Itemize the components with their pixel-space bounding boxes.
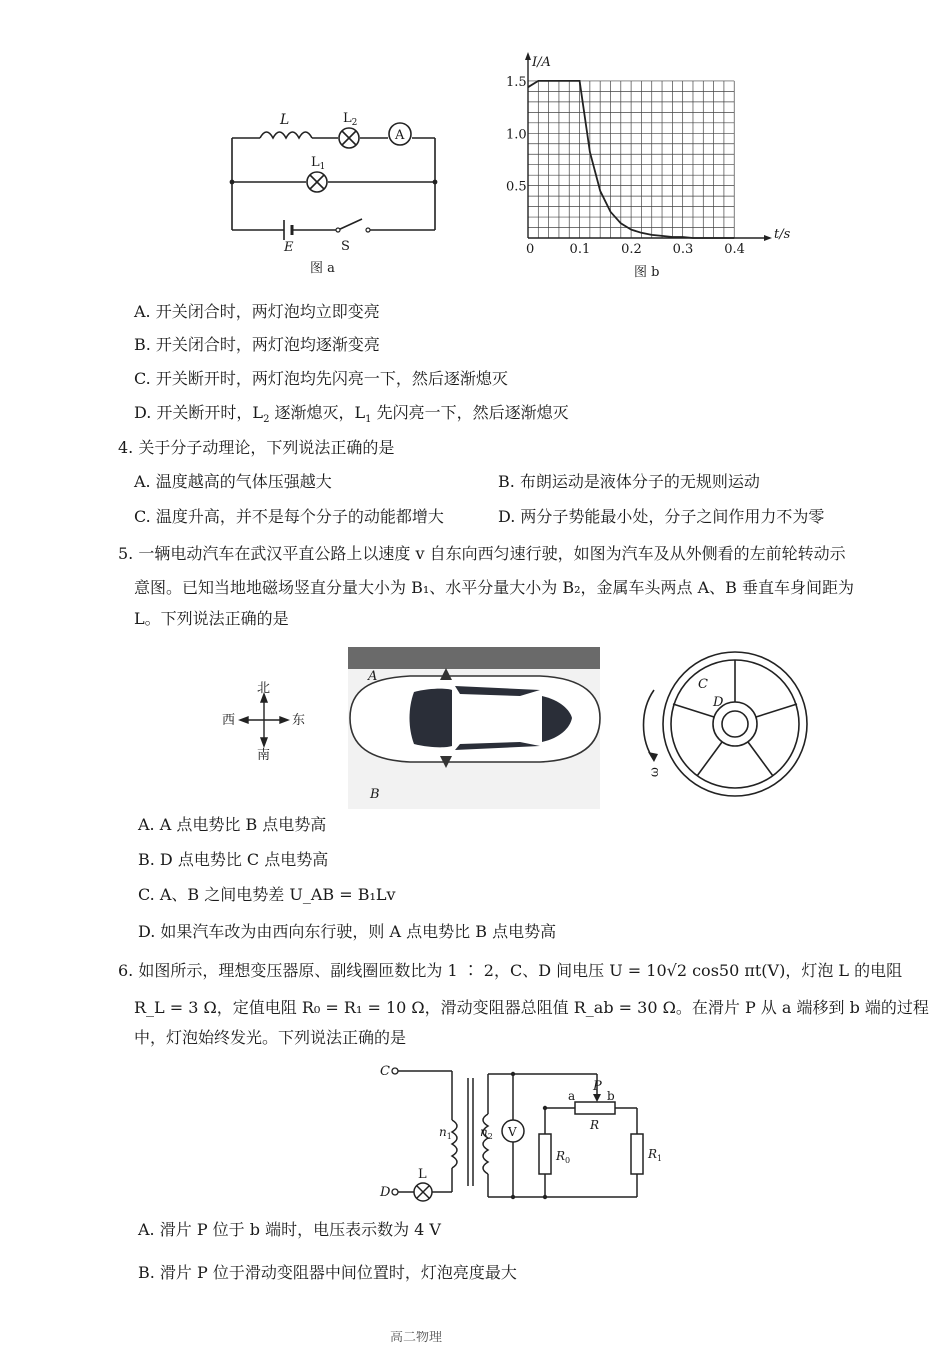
q4-option-c: C. 温度升高，并不是每个分子的动能都增大 — [134, 507, 444, 526]
label-E: E — [284, 240, 294, 255]
x-tick-label: 0.4 — [724, 242, 745, 257]
q6-option-b: B. 滑片 P 位于滑动变阻器中间位置时，灯泡亮度最大 — [138, 1263, 517, 1282]
wheel-label-c: C — [698, 677, 708, 692]
q3-option-a: A. 开关闭合时，两灯泡均立即变亮 — [134, 302, 380, 321]
q3-option-b: B. 开关闭合时，两灯泡均逐渐变亮 — [134, 335, 380, 354]
label-n2-sub: 2 — [487, 1132, 493, 1141]
compass-south: 南 — [257, 748, 271, 763]
q4-option-b: B. 布朗运动是液体分子的无规则运动 — [498, 472, 760, 491]
wheel-label-omega: ω — [647, 767, 661, 777]
label-r: R — [590, 1118, 600, 1132]
y-tick-label: 1.0 — [506, 127, 527, 143]
q5-option-a: A. A 点电势比 B 点电势高 — [138, 815, 327, 834]
wheel-label-d: D — [713, 695, 724, 710]
x-tick-label: 0.2 — [621, 242, 642, 257]
figure-a-caption: 图 a — [310, 261, 335, 276]
label-p: P — [593, 1079, 602, 1094]
q5-stem-line2: 意图。已知当地地磁场竖直分量大小为 B₁、水平分量大小为 B₂，金属车头两点 A、B 垂直车身间距为 — [134, 578, 855, 597]
q3-option-c: C. 开关断开时，两灯泡均先闪亮一下，然后逐渐熄灭 — [134, 369, 508, 388]
q4-option-a: A. 温度越高的气体压强越大 — [134, 472, 332, 491]
compass-west: 西 — [222, 713, 236, 728]
label-L1-sub: 1 — [319, 162, 326, 172]
svg-text:n2 — [480, 1125, 493, 1141]
label-lamp: L — [418, 1167, 427, 1182]
q6-stem-line1: 6. 如图所示，理想变压器原、副线圈匝数比为 1 ∶ 2，C、D 间电压 U = 10√2 cos50 πt(V)，灯泡 L 的电阻 — [118, 961, 903, 980]
q5-option-b: B. D 点电势比 C 点电势高 — [138, 850, 329, 869]
label-n2: n — [480, 1125, 488, 1139]
chart-origin: 0 — [526, 242, 535, 257]
figure-b-caption: 图 b — [634, 265, 660, 280]
y-tick-label: 1.5 — [506, 74, 527, 90]
q4-option-d: D. 两分子势能最小处，分子之间作用力不为零 — [498, 507, 825, 526]
svg-text:n1 — [439, 1125, 452, 1141]
q5-stem-line1: 5. 一辆电动汽车在武汉平直公路上以速度 v 自东向西匀速行驶，如图为汽车及从外侧看的左前轮转动示 — [118, 544, 846, 563]
footer-partial: 高二物理 — [390, 1331, 443, 1345]
q3-option-d: D. 开关断开时，$L_2$ 逐渐熄灭，$L_1$ 先闪亮一下，然后逐渐熄灭 — [134, 403, 569, 426]
chart-ylabel: I/A — [532, 55, 551, 70]
car-label-b: B — [370, 787, 380, 802]
svg-text:R1 — [647, 1147, 662, 1163]
label-b: b — [607, 1089, 615, 1103]
label-L: L — [280, 112, 290, 128]
label-a: a — [568, 1089, 576, 1103]
label-L2-sub: 2 — [351, 118, 358, 128]
q5-stem-line3: L。下列说法正确的是 — [134, 609, 289, 628]
label-n1-sub: 1 — [446, 1132, 452, 1141]
q6-stem-line3: 中，灯泡始终发光。下列说法正确的是 — [134, 1028, 407, 1047]
y-tick-label: 0.5 — [506, 179, 527, 195]
label-r0-sub: 0 — [565, 1156, 571, 1165]
compass-north: 北 — [257, 681, 271, 696]
q6-stem-line2: R_L = 3 Ω，定值电阻 R₀ = R₁ = 10 Ω，滑动变阻器总阻值 R_ab = 30 Ω。在滑片 P 从 a 端移到 b 端的过程 — [134, 998, 929, 1017]
compass-east: 东 — [292, 713, 306, 728]
label-voltmeter: V — [508, 1125, 517, 1139]
label-d: D — [380, 1185, 391, 1200]
car-label-a: A — [368, 669, 378, 684]
label-L2: L — [343, 111, 352, 126]
label-S: S — [341, 239, 350, 254]
label-r0: R — [556, 1149, 566, 1163]
chart-xlabel: t/s — [774, 227, 791, 242]
q6-option-a: A. 滑片 P 位于 b 端时，电压表示数为 4 V — [138, 1220, 441, 1239]
q4-stem: 4. 关于分子动理论，下列说法正确的是 — [118, 438, 395, 457]
q5-option-c: C. A、B 之间电势差 U_AB = B₁Lv — [138, 885, 396, 904]
label-n1: n — [439, 1125, 447, 1139]
label-c: C — [380, 1064, 390, 1079]
label-r1-sub: 1 — [657, 1154, 663, 1163]
q5-option-d: D. 如果汽车改为由西向东行驶，则 A 点电势比 B 点电势高 — [138, 922, 557, 941]
label-L1: L — [311, 155, 320, 170]
svg-text:R0 — [555, 1149, 570, 1165]
label-r1: R — [648, 1147, 658, 1161]
x-tick-label: 0.3 — [672, 242, 694, 257]
label-ammeter: A — [395, 128, 405, 143]
x-tick-label: 0.1 — [569, 242, 591, 257]
